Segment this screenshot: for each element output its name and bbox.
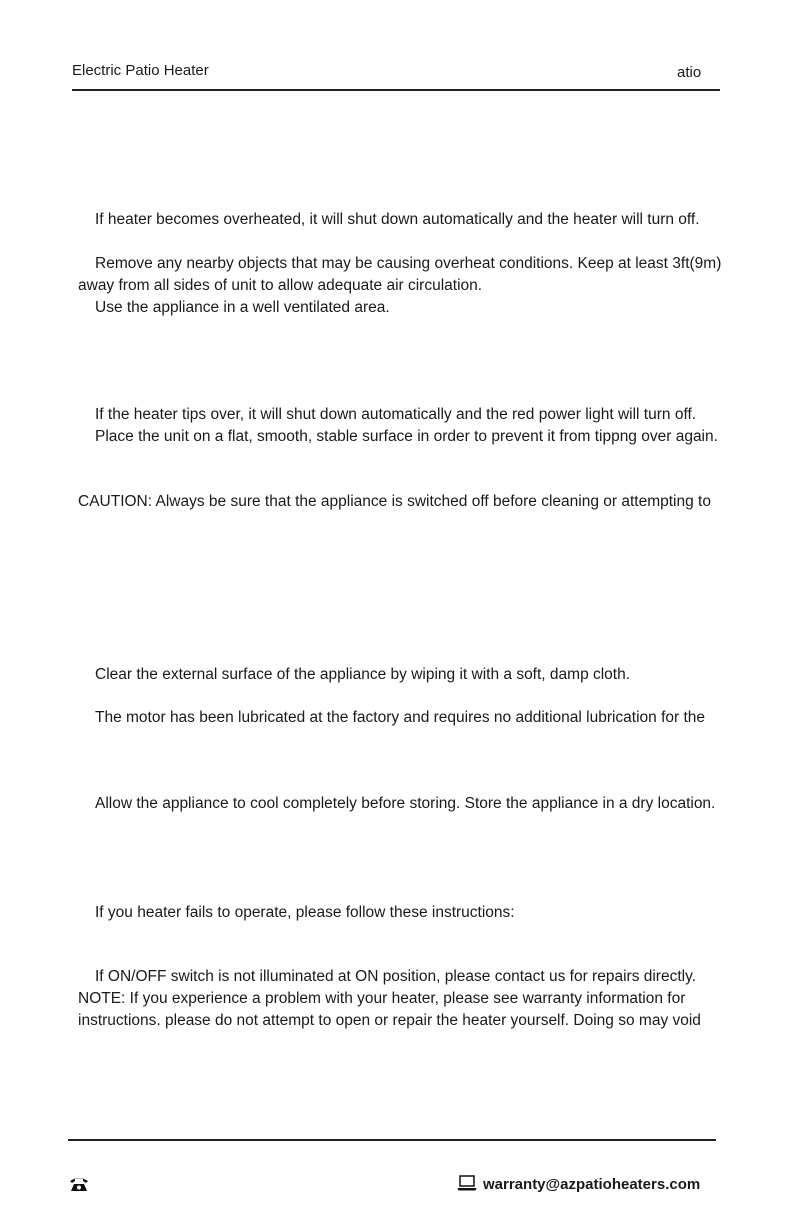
tipover-line-2: Place the unit on a flat, smooth, stable surface in order to prevent it from tippng over again.	[95, 428, 718, 445]
overheat-line-2: Remove any nearby objects that may be causing overheat conditions. Keep at least 3ft(9m)	[95, 255, 722, 272]
note-line-2: instructions. please do not attempt to open or repair the heater yourself. Doing so may void	[78, 1012, 701, 1029]
telephone-icon	[69, 1176, 89, 1192]
header-rule	[72, 89, 720, 91]
footer-rule	[68, 1139, 716, 1141]
header-title: Electric Patio Heater	[72, 62, 209, 79]
header-right-label: atio	[677, 64, 702, 81]
tipover-line-1: If the heater tips over, it will shut down automatically and the red power light will turn off.	[95, 406, 697, 423]
cleaning-line-1: Clear the external surface of the appliance by wiping it with a soft, damp cloth.	[95, 666, 631, 683]
caution-line: CAUTION: Always be sure that the appliance is switched off before cleaning or attempting to	[78, 493, 711, 510]
overheat-line-1: If heater becomes overheated, it will shut down automatically and the heater will turn off.	[95, 211, 700, 228]
overheat-line-4: Use the appliance in a well ventilated area.	[95, 299, 390, 316]
overheat-line-3: away from all sides of unit to allow adequate air circulation.	[78, 277, 483, 294]
laptop-icon	[457, 1175, 477, 1192]
cleaning-line-2: The motor has been lubricated at the factory and requires no additional lubrication for the	[95, 709, 706, 726]
storage-line: Allow the appliance to cool completely before storing. Store the appliance in a dry location.	[95, 795, 716, 812]
footer-email[interactable]: warranty@azpatioheaters.com	[483, 1176, 701, 1193]
troubleshooting-line-2: If ON/OFF switch is not illuminated at ON position, please contact us for repairs directly.	[95, 968, 696, 985]
note-line-1: NOTE: If you experience a problem with your heater, please see warranty information for	[78, 990, 686, 1007]
troubleshooting-line-1: If you heater fails to operate, please follow these instructions:	[95, 904, 515, 921]
